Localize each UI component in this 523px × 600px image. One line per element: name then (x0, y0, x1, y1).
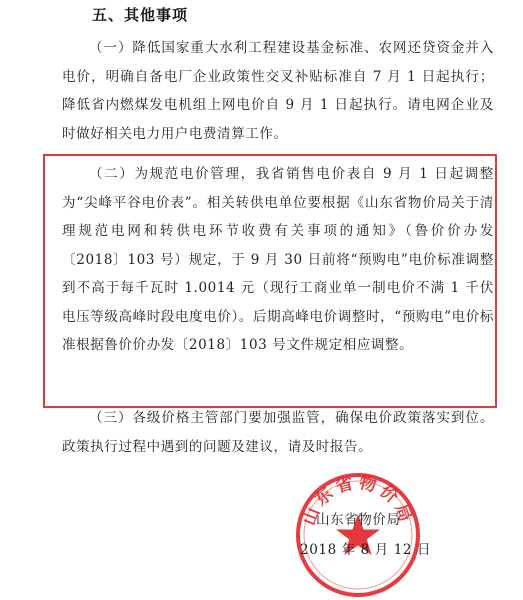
seal-text: 山东省物价局 (299, 472, 417, 529)
paragraph-2: （二）为规范电价管理，我省销售电价表自 9 月 1 日起调整为“尖峰平谷电价表”。相关转供电单位要根据《山东省物价局关于清理规范电网和转供电环节收费有关事项的通知》（鲁价价办发〔2018〕103 号）规定，于 9 月 30 日前将“预购电”电价标准调整到不高于每千瓦时 1.0014 元（现行工商业单一制电价不满 1 千伏电压等级高峰时段电度电价）。后期高峰电价调整时，“预购电”电价标准根据鲁价价办发〔2018〕103 号文件规定相应调整。 (62, 166, 494, 353)
paragraph-1: （一）降低国家重大水利工程建设基金标准、农网还贷资金并入电价，明确自备电厂企业政策性交叉补贴标准自 7 月 1 日起执行；降低省内燃煤发电机组上网电价自 9 月 1 日起执行。请电网企业及时做好相关电力用户电费清算工作。 (62, 40, 494, 142)
signature-org: 山东省物价局 (316, 512, 401, 528)
official-seal (293, 470, 423, 600)
signature-date: 2018 年 8 月 12 日 (300, 542, 432, 558)
paragraph-3: （三）各级价格主管部门要加强监管，确保电价政策落实到位。政策执行过程中遇到的问题及建议，请及时报告。 (62, 410, 494, 455)
section-heading: 五、其他事项 (92, 6, 189, 24)
